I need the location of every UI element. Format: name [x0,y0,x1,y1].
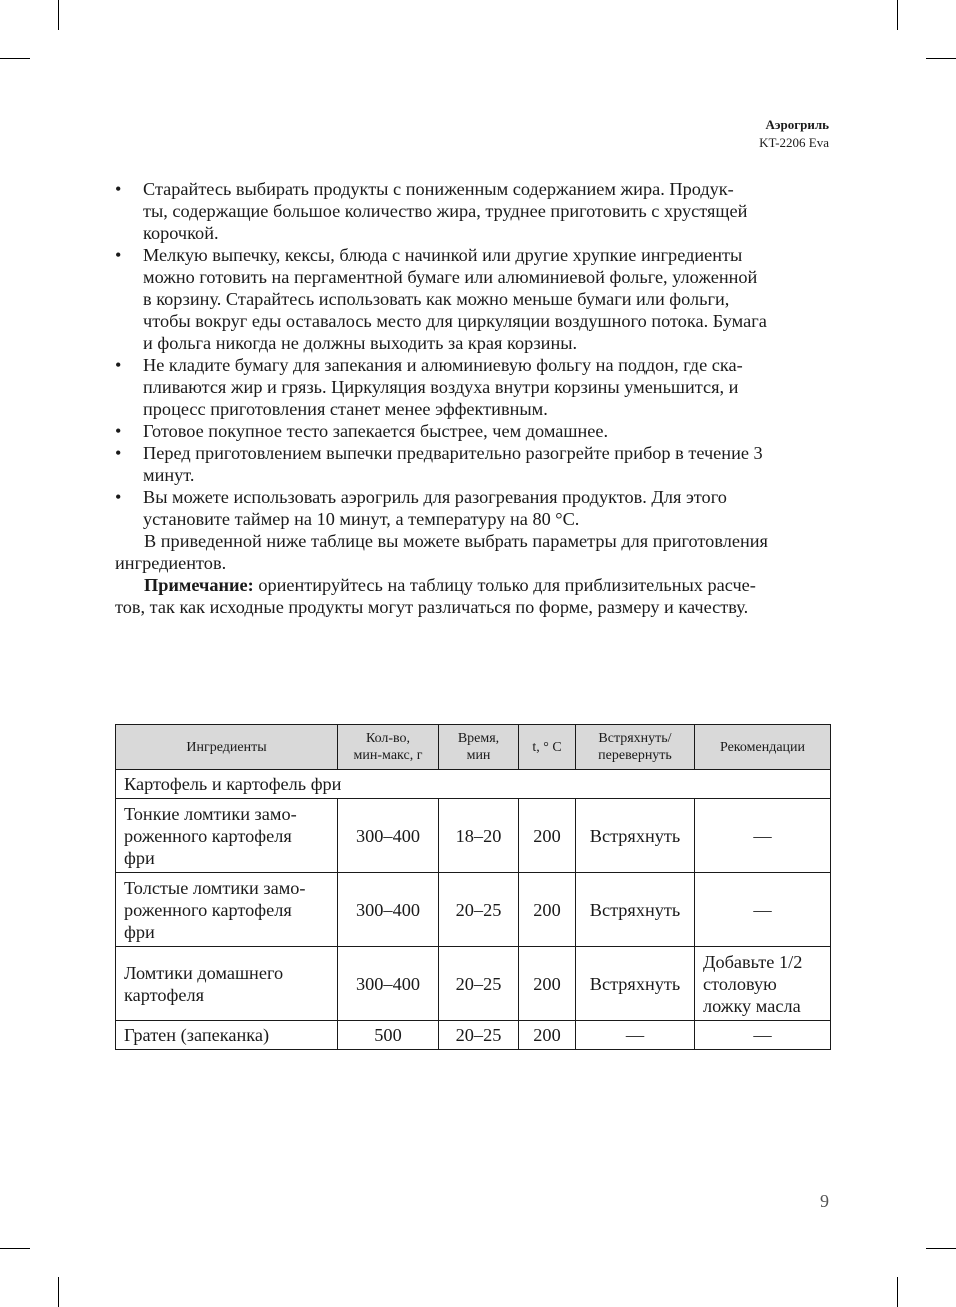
ingredient-line: Тонкие ломтики замо- [124,803,297,824]
intro-line: ингредиентов. [115,553,227,573]
column-header [439,725,519,770]
temperature-cell: 200 [519,947,576,1021]
ingredient-line: картофеля [124,984,204,1005]
recommendation-cell [695,799,831,873]
ingredient-line: фри [124,921,155,942]
note-line: ориентируйтесь на таблицу только для приблизительных расче- [253,575,756,595]
bullet-mark: • [115,443,122,463]
page-header [759,116,829,152]
tip-line: процесс приготовления станет менее эффективным. [143,399,548,419]
header-line: мин [466,748,491,763]
recommendation-line: ложку масла [703,995,801,1016]
table-row [116,873,831,947]
page-number: 9 [820,1191,829,1211]
quantity-cell: 500 [338,1021,439,1050]
column-header [519,725,576,770]
ingredient-line: фри [124,847,155,868]
ingredient-line: Толстые ломтики замо- [124,877,306,898]
quantity-cell: 300–400 [338,873,439,947]
tip-line: Старайтесь выбирать продукты с пониженным содержанием жира. Продук- [143,179,734,199]
ingredient-line: роженного картофеля [124,825,292,846]
recommendation-line: — [753,1025,772,1045]
column-header [695,725,831,770]
ingredient-cell [116,947,338,1021]
cooking-table [115,724,831,1050]
header-line: Время, [457,731,500,746]
temperature-cell: 200 [519,873,576,947]
ingredient-cell [116,1021,338,1050]
crop-mark [58,1277,59,1307]
header-line: Встряхнуть/ [598,731,672,746]
tip-line: пливаются жир и грязь. Циркуляция воздуха внутри корзины уменьшится, и [143,377,739,397]
tip-line: в корзину. Старайтесь использовать как можно меньше бумаги или фольги, [143,289,730,309]
column-header [116,725,338,770]
header-line: мин-макс, г [353,748,423,763]
ingredient-line: Ломтики домашнего [124,962,284,983]
section-row [116,770,831,799]
crop-mark [58,0,59,30]
time-cell: 18–20 [439,799,519,873]
ingredient-line: Гратен (запеканка) [124,1025,270,1045]
ingredient-line: роженного картофеля [124,899,292,920]
bullet-mark: • [115,421,122,441]
tip-item [115,178,829,244]
bullet-mark: • [115,487,122,507]
recommendation-line: Добавьте 1/2 [703,951,803,972]
recommendation-cell [695,1021,831,1050]
note-paragraph [115,574,829,618]
header-line: Ингредиенты [186,739,267,755]
note-label: Примечание: [144,575,254,595]
column-header [338,725,439,770]
tip-line: установите таймер на 10 минут, а температуру на 80 °C. [143,509,580,529]
ingredient-cell [116,799,338,873]
table-row [116,947,831,1021]
crop-mark [897,1277,898,1307]
tip-line: минут. [143,465,195,485]
bullet-mark: • [115,245,122,265]
ingredient-cell [116,873,338,947]
tip-line: чтобы вокруг еды оставалось место для циркуляции воздушного потока. Бумага [143,311,767,331]
header-line: t, ° C [532,739,562,755]
header-line: Кол-во, [365,731,411,746]
table-header-row [116,725,831,770]
time-cell: 20–25 [439,1021,519,1050]
header-line: Рекомендации [719,739,806,755]
shake-cell: Встряхнуть [576,947,695,1021]
tip-item [115,442,829,486]
tips-list [115,178,829,530]
tip-line: и фольга никогда не должны выходить за края корзины. [143,333,578,353]
tip-item [115,354,829,420]
time-cell: 20–25 [439,873,519,947]
crop-mark [897,0,898,30]
tip-line: корочкой. [143,223,219,243]
tip-item [115,244,829,354]
column-header [576,725,695,770]
crop-mark [0,58,30,59]
header-line: перевернуть [598,748,672,763]
note-line: тов, так как исходные продукты могут различаться по форме, размеру и качеству. [115,597,749,617]
tip-line: Вы можете использовать аэрогриль для разогревания продуктов. Для этого [143,487,727,507]
recommendation-cell [695,873,831,947]
intro-line: В приведенной ниже таблице вы можете выбрать параметры для приготовления [144,531,768,551]
shake-cell: Встряхнуть [576,873,695,947]
table-intro-paragraph [115,530,829,574]
quantity-cell: 300–400 [338,799,439,873]
product-title: Аэрогриль [765,117,829,132]
body-text [115,178,829,618]
quantity-cell: 300–400 [338,947,439,1021]
shake-cell: — [576,1021,695,1050]
time-cell: 20–25 [439,947,519,1021]
temperature-cell: 200 [519,799,576,873]
table-row [116,1021,831,1050]
bullet-mark: • [115,179,122,199]
shake-cell: Встряхнуть [576,799,695,873]
recommendation-line: — [753,825,772,846]
tip-item [115,486,829,530]
crop-mark [926,1248,956,1249]
product-model: KT-2206 Eva [759,135,829,150]
crop-mark [926,58,956,59]
section-title: Картофель и картофель фри [116,770,831,799]
tip-line: ты, содержащие большое количество жира, труднее приготовить с хрустящей [143,201,748,221]
temperature-cell: 200 [519,1021,576,1050]
tip-line: Мелкую выпечку, кексы, блюда с начинкой или другие хрупкие ингредиенты [143,245,743,265]
crop-mark [0,1248,30,1249]
tip-line: Готовое покупное тесто запекается быстрее, чем домашнее. [143,421,609,441]
bullet-mark: • [115,355,122,375]
recommendation-line: столовую [703,973,777,994]
tip-line: можно готовить на пергаментной бумаге или алюминиевой фольге, уложенной [143,267,758,287]
recommendation-cell [695,947,831,1021]
tip-line: Перед приготовлением выпечки предварительно разогрейте прибор в течение 3 [143,443,763,463]
tip-item [115,420,829,442]
table-row [116,799,831,873]
tip-line: Не кладите бумагу для запекания и алюминиевую фольгу на поддон, где ска- [143,355,743,375]
recommendation-line: — [753,899,772,920]
table-body [116,770,831,1050]
